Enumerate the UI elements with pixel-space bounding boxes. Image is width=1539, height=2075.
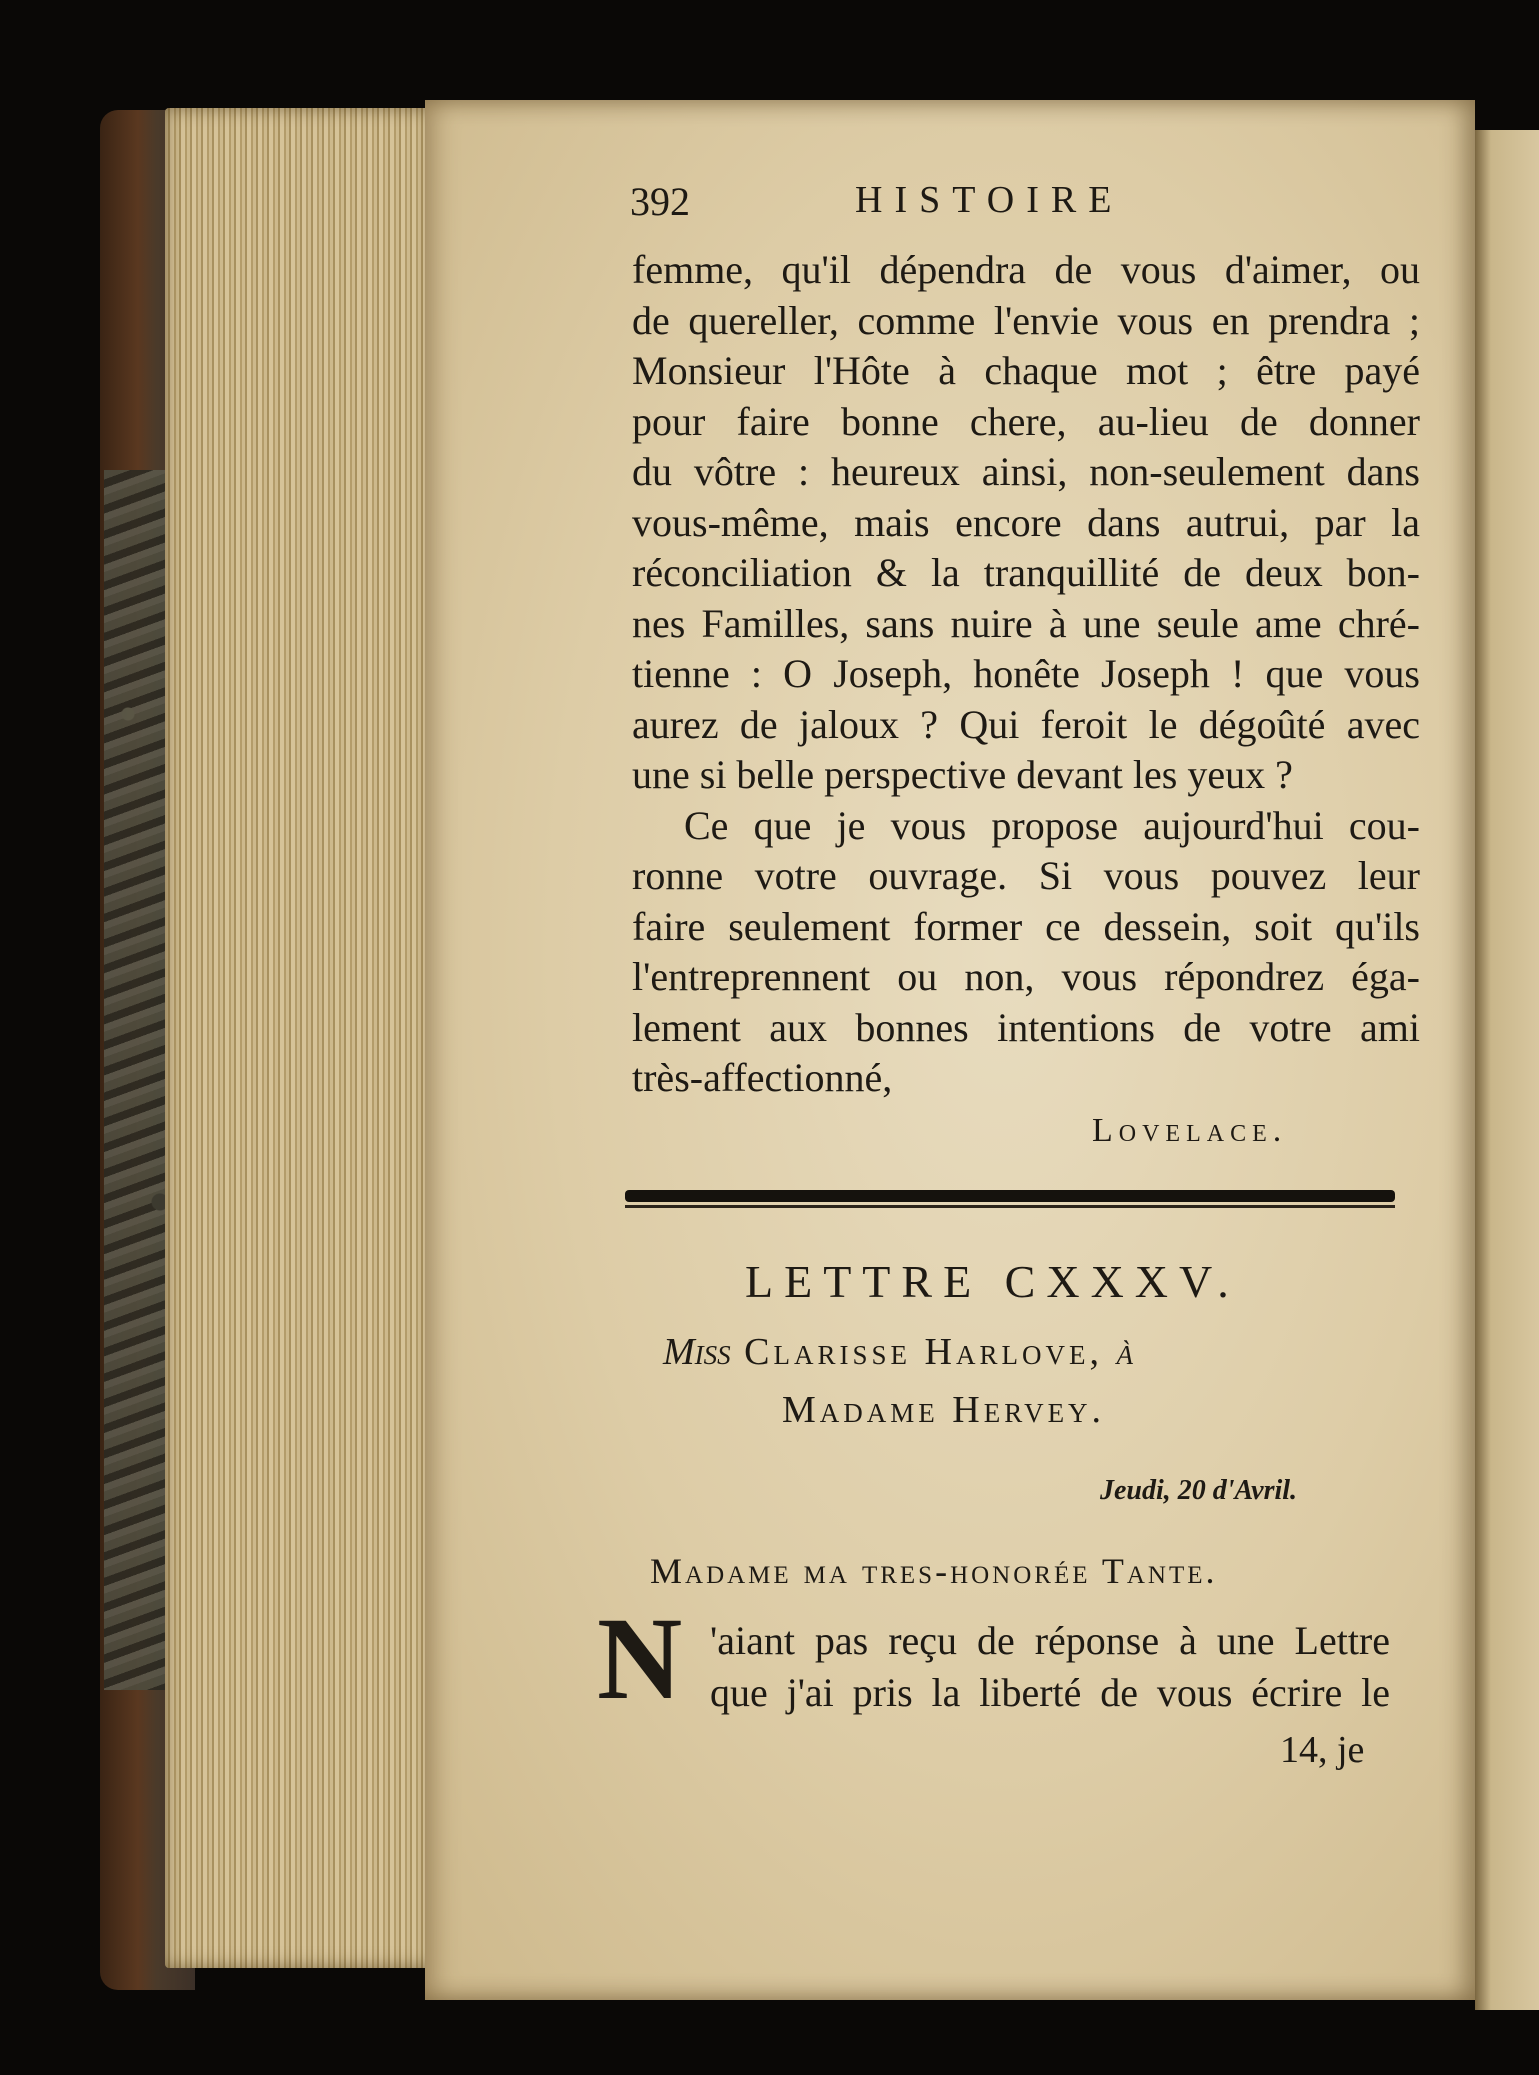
letter-body-text [632,245,1420,1104]
text-line: Monsieur l'Hôte à chaque mot ; être payé [632,348,1420,393]
page-header [630,178,1430,228]
text-line: Ce que je vous propose aujourd'hui cou- [684,802,1420,848]
text-line: réconciliation & la tranquillité de deux bon- [632,550,1420,595]
text-line: 'aiant pas reçu de réponse à une Lettre [710,1618,1390,1663]
section-rule [625,1190,1395,1202]
text-line: tienne : O Joseph, honête Joseph ! que vous [632,651,1420,696]
section-rule-thin [625,1205,1395,1208]
text-line: de quereller, comme l'envie vous en prendra ; [632,297,1420,343]
text-line: l'entreprennent ou non, vous répondrez éga- [632,954,1420,999]
letter-title: LETTRE CXXXV. [745,1256,1240,1307]
addressee-prefix: Miss [663,1331,731,1373]
text-line: femme, qu'il dépendra de vous d'aimer, ou [632,247,1420,292]
text-line: pour faire bonne chere, au-lieu de donner [632,398,1420,444]
page-number: 392 [630,179,690,224]
text-line: ronne votre ouvrage. Si vous pouvez leur [632,853,1420,898]
running-head: HISTOIRE [855,179,1124,221]
catchword: 14, je [1280,1729,1365,1771]
page-edges [165,108,435,1968]
text-line: très-affectionné, [632,1055,893,1100]
text-line: nes Familles, sans nuire à une seule ame chré- [632,600,1420,646]
signature: Lovelace. [1092,1112,1288,1149]
letter-opening [710,1615,1390,1719]
salutation: Madame ma tres-honorée Tante. [650,1551,1218,1591]
addressee-line-1 [663,1330,1133,1374]
letter-date: Jeudi, 20 d'Avril. [1100,1475,1298,1506]
addressee-line-2: Madame Hervey. [782,1389,1106,1431]
facing-page-edge [1475,130,1539,2010]
text-line: que j'ai pris la liberté de vous écrire le [710,1670,1390,1715]
drop-cap: N [597,1593,683,1724]
text-line: faire seulement former ce dessein, soit qu'ils [632,903,1420,949]
text-line: lement aux bonnes intentions de votre ami [632,1004,1420,1050]
text-line: aurez de jaloux ? Qui feroit le dégoûté avec [632,701,1420,747]
text-line: vous-même, mais encore dans autrui, par la [632,499,1420,545]
addressee-to: à [1116,1331,1133,1373]
text-line: du vôtre : heureux ainsi, non-seulement dans [632,449,1420,494]
text-line: une si belle perspective devant les yeux ? [632,752,1293,797]
addressee-name: Clarisse Harlove, [744,1331,1103,1373]
